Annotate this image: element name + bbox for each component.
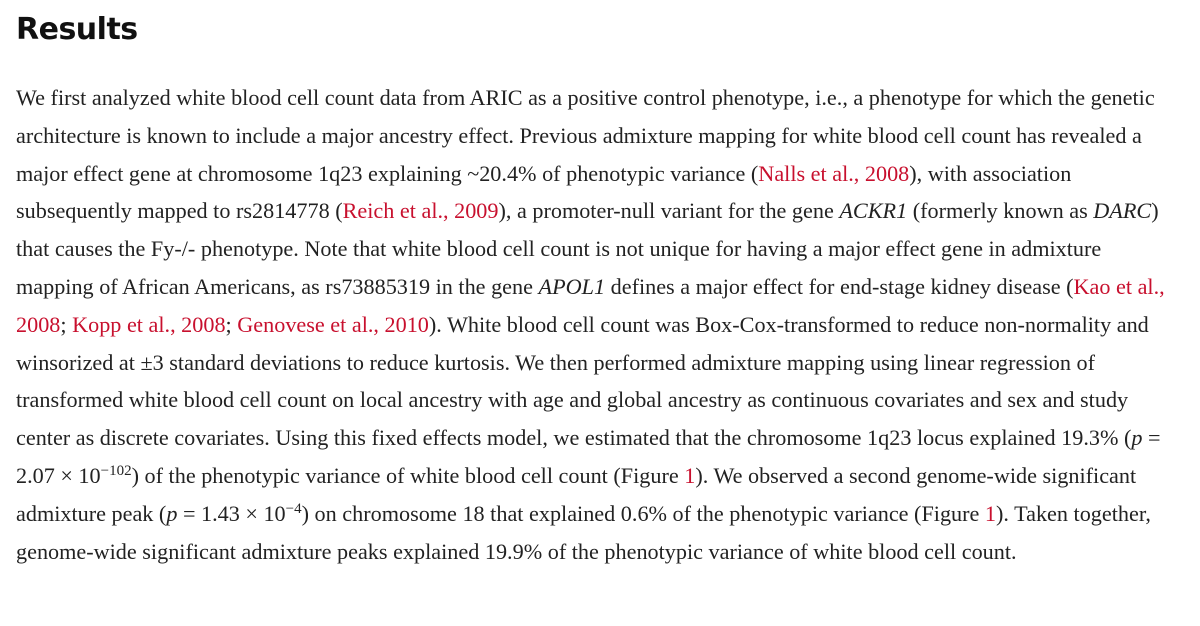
p-value-exponent: −102 [100, 462, 132, 479]
citation-link-genovese[interactable]: Genovese et al., 2010 [237, 311, 429, 337]
paragraph-text: ) of the phenotypic variance of white blood cell count (Figure [131, 462, 685, 488]
citation-link-nalls[interactable]: Nalls et al., 2008 [758, 160, 910, 186]
paragraph-text: ), a promoter-null variant for the gene [498, 198, 840, 224]
figure-link-1[interactable]: 1 [984, 500, 997, 526]
paragraph-text: (formerly known as [907, 198, 1094, 224]
paragraph-text: ) that causes the Fy-/- phenotype. Note that white blood cell count is not unique for having a major effect gene in admixture mapping of African Americans, as rs73885319 in the gene [16, 198, 1159, 299]
citation-separator: ; [60, 311, 73, 337]
p-value-symbol: p [1131, 425, 1143, 451]
figure-link-1[interactable]: 1 [684, 462, 696, 488]
gene-name-ackr1: ACKR1 [839, 198, 908, 224]
gene-name-apol1: APOL1 [538, 273, 606, 299]
gene-name-darc: DARC [1093, 198, 1152, 224]
p-value-text: = 1.43 × 10 [177, 500, 286, 526]
paragraph-text: ). Taken together, genome-wide significant admixture peaks explained 19.9% of the phenotypic variance of white blood cell count. [16, 500, 1151, 564]
citation-separator: ; [225, 311, 238, 337]
paragraph-text: ). We observed a second genome-wide significant admixture peak ( [16, 462, 1137, 526]
results-paragraph [16, 79, 1180, 570]
section-heading: Results [16, 12, 138, 47]
p-value-symbol: p [166, 500, 178, 526]
citation-link-reich[interactable]: Reich et al., 2009 [342, 198, 499, 224]
paragraph-text: We first analyzed white blood cell count data from ARIC as a positive control phenotype, i.e., a phenotype for which the genetic architecture is known to include a major ancestry effect. Previous admixture mapping for white blood cell count has revealed a major effect gene at chromosome 1q23 explaining ~20.4% of phenotypic variance ( [16, 85, 1155, 186]
p-value-text: = 2.07 × 10 [16, 425, 1161, 488]
citation-link-kopp[interactable]: Kopp et al., 2008 [72, 311, 226, 337]
paragraph-text: ) on chromosome 18 that explained 0.6% of the phenotypic variance (Figure [301, 500, 985, 526]
p-value-exponent: −4 [285, 500, 302, 517]
paragraph-text: defines a major effect for end-stage kidney disease ( [605, 273, 1074, 299]
citation-link-kao[interactable]: Kao et al., 2008 [16, 273, 1165, 337]
paragraph-text: ), with association subsequently mapped to rs2814778 ( [16, 160, 1072, 224]
paragraph-text: ). White blood cell count was Box-Cox-transformed to reduce non-normality and winsorized at ±3 standard deviations to reduce kurtosis. We then performed admixture mapping using linear regression of transformed white blood cell count on local ancestry with age and global ancestry as continuous covariates and sex and study center as discrete covariates. Using this fixed effects model, we estimated that the chromosome 1q23 locus explained 19.3% ( [16, 311, 1149, 451]
